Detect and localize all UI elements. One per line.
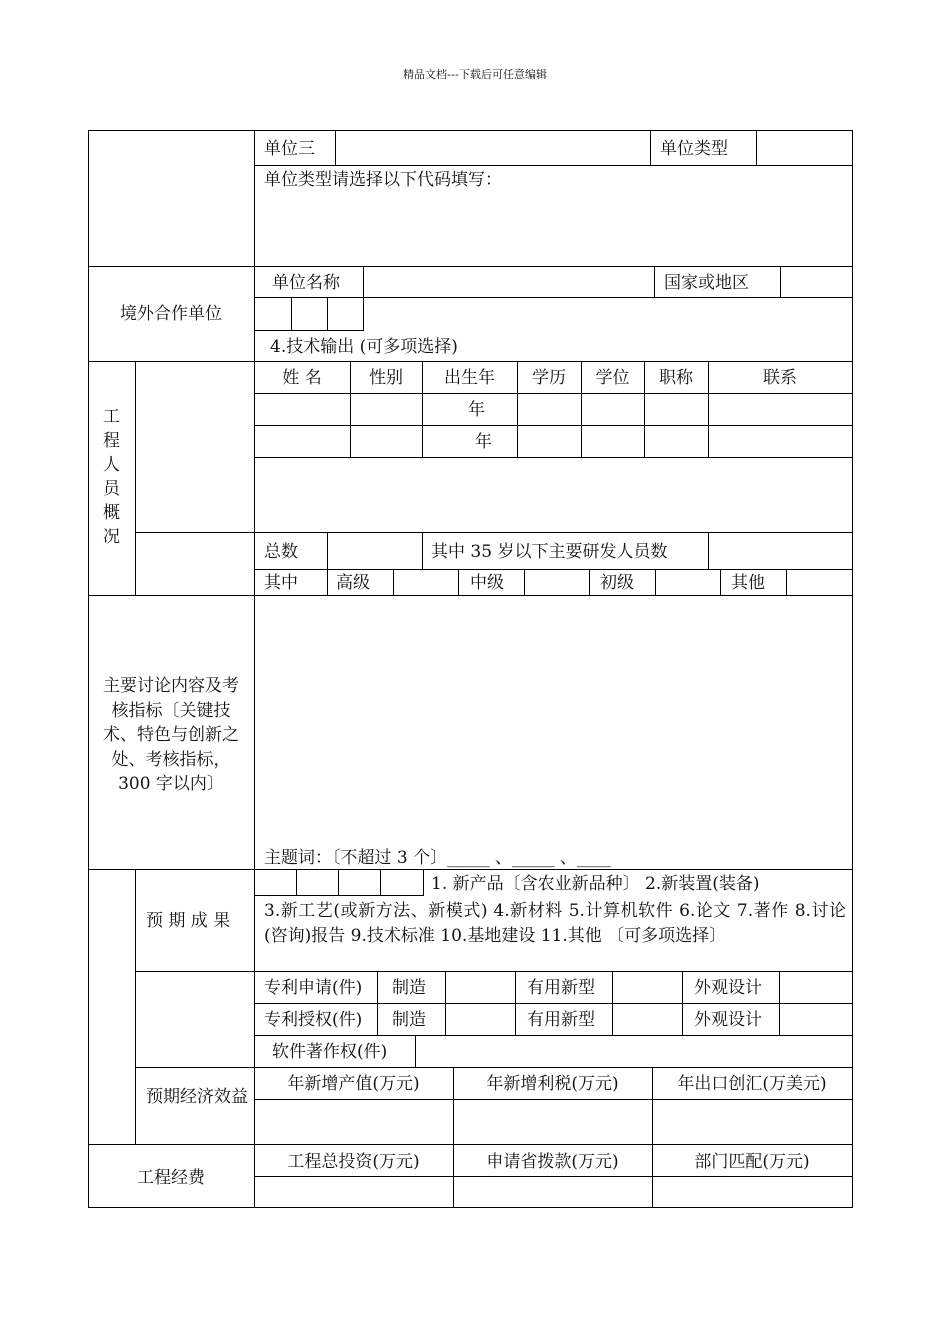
patent-grant-label: 专利授权(件) (264, 1010, 363, 1030)
foreign-name-field[interactable] (364, 267, 654, 297)
patent-apply-utility: 有用新型 (527, 978, 595, 998)
foreign-name-label: 单位名称 (272, 273, 340, 293)
other-label: 其他 (731, 573, 765, 593)
row1-year: 年 (468, 400, 485, 420)
funding-label: 工程经费 (137, 1168, 205, 1188)
economic-col1: 年新增产值(万元) (287, 1074, 420, 1094)
col-birth-year: 出生年 (444, 368, 495, 388)
content-textarea[interactable] (255, 596, 852, 841)
results-codes-line1: 1. 新产品〔含农业新品种〕 2.新装置(装备) (431, 874, 760, 894)
patent-apply-invention: 制造 (392, 978, 426, 998)
col-degree: 学位 (595, 368, 630, 388)
unit-type-label: 单位类型 (660, 139, 728, 159)
junior-label: 初级 (600, 573, 634, 593)
funding-col3: 部门匹配(万元) (694, 1152, 810, 1172)
keywords-line: 主题词：〔不超过 3 个〕_____ 、_____ 、____ (264, 848, 611, 868)
funding-col2: 申请省拨款(万元) (486, 1152, 619, 1172)
col-gender: 性别 (369, 368, 403, 388)
unit3-label: 单位三 (264, 139, 315, 159)
senior-label: 高级 (336, 573, 370, 593)
patent-apply-label: 专利申请(件) (264, 978, 363, 998)
funding-col1: 工程总投资(万元) (287, 1152, 420, 1172)
row2-year: 年 (475, 432, 492, 452)
economic-col3: 年出口创汇(万美元) (677, 1074, 827, 1094)
col-title: 职称 (659, 368, 693, 388)
country-field[interactable] (781, 267, 852, 297)
country-label: 国家或地区 (664, 273, 749, 293)
under35-label: 其中 35 岁以下主要研发人员数 (431, 542, 668, 562)
results-codes-rest: 3.新工艺(或新方法、新模式) 4.新材料 5.计算机软件 6.论文 7.著作 8.讨论(咨询)报告 9.技术标准 10.基地建设 11.其他 〔可多项选择〕 (264, 901, 846, 946)
col-name: 姓 名 (282, 368, 322, 388)
col-contact: 联系 (763, 368, 797, 388)
foreign-section-label: 境外合作单位 (120, 304, 222, 324)
col-education: 学历 (532, 368, 566, 388)
patent-grant-utility: 有用新型 (527, 1010, 595, 1030)
staff-section-label: 工 程 人 员 概 况 (103, 407, 120, 547)
unit-type-hint: 单位类型请选择以下代码填写： (264, 170, 502, 190)
tech-output-option: 4.技术输出 (可多项选择) (270, 337, 458, 357)
page-header: 精品文档---下载后可任意编辑 (403, 68, 547, 81)
total-label: 总数 (264, 542, 298, 562)
software-label: 软件著作权(件) (272, 1042, 388, 1062)
patent-grant-invention: 制造 (392, 1010, 426, 1030)
patent-apply-design: 外观设计 (694, 978, 762, 998)
economic-col2: 年新增利税(万元) (486, 1074, 619, 1094)
patent-grant-design: 外观设计 (694, 1010, 762, 1030)
unit-type-field[interactable] (757, 131, 852, 165)
content-section-label: 主要讨论内容及考核指标〔关键技术、特色与创新之处、考核指标，300 字以内〕 (103, 676, 239, 794)
under35-field[interactable] (709, 533, 852, 569)
among-label: 其中 (264, 573, 298, 593)
results-label: 预 期 成 果 (146, 911, 231, 931)
middle-label: 中级 (470, 573, 504, 593)
software-field[interactable] (416, 1036, 852, 1067)
total-field[interactable] (328, 533, 422, 569)
economic-label: 预期经济效益 (146, 1087, 248, 1107)
